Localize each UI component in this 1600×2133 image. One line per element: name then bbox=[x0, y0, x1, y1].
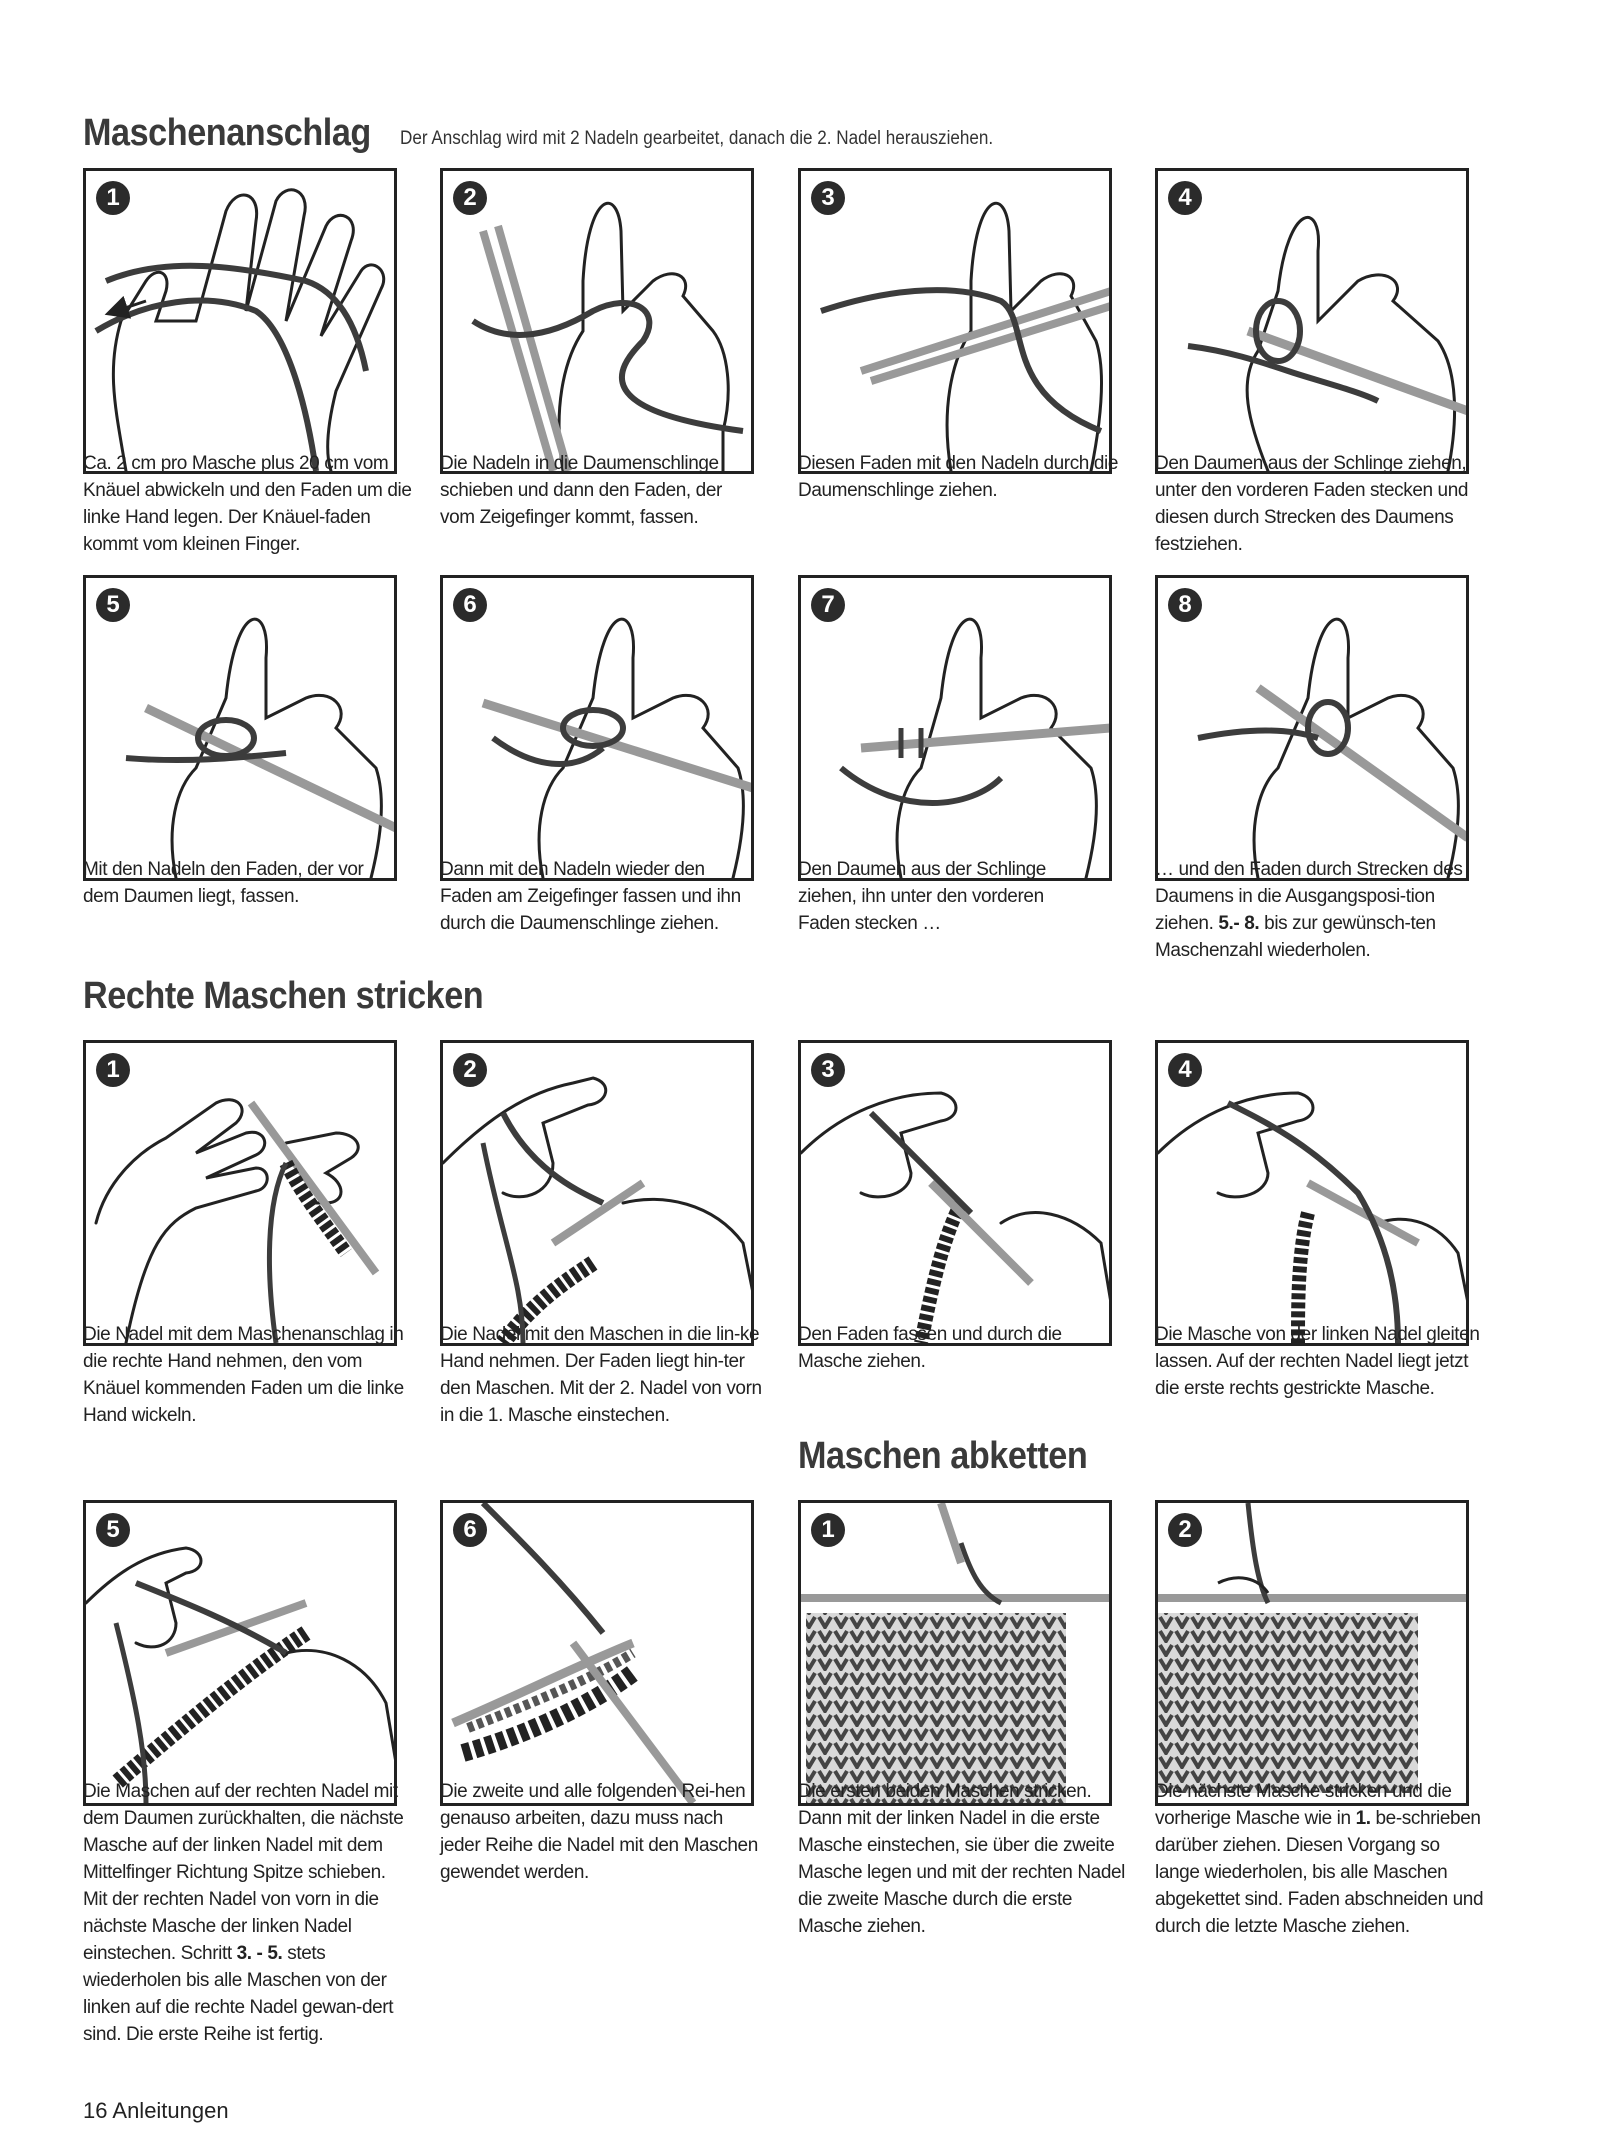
knit-step-4-illustration bbox=[1155, 1040, 1469, 1346]
cast-on-step-6-illustration bbox=[440, 575, 754, 881]
needles-grab-yarn-drawing bbox=[86, 578, 397, 881]
step-number-badge: 6 bbox=[453, 1513, 487, 1547]
cast-on-step-8-caption bbox=[1155, 856, 1485, 964]
step-number-badge: 3 bbox=[811, 181, 845, 215]
cast-on-step-2-caption: Die Nadeln in die Daumenschlinge schieben und dann den Faden, der vom Zeigefinger kommt, fassen. bbox=[440, 453, 722, 528]
cast-on-step-7-illustration bbox=[798, 575, 1112, 881]
needles-through-loop-drawing bbox=[443, 578, 754, 881]
bind-off-repeat-drawing bbox=[1158, 1503, 1469, 1806]
cast-on-intro: Der Anschlag wird mit 2 Nadeln gearbeitet, danach die 2. Nadel herausziehen. bbox=[400, 128, 994, 149]
bind-off-step-2-caption bbox=[1155, 1778, 1485, 1940]
bind-off-title: Maschen abketten bbox=[798, 1435, 1088, 1477]
caption-text: stets wiederholen bis alle Maschen von der linken auf die rechte Nadel gewan-dert sind. Die erste Reihe ist fertig. bbox=[83, 1943, 394, 2045]
bind-off-step-1-caption: Die ersten beiden Maschen stricken. Dann mit der linken Nadel in die erste Masche einstechen, sie über die zweite Masche legen und mit der rechten Nadel die zweite Masche durch die erste Masche ziehen. bbox=[798, 1781, 1125, 1937]
knit-title: Rechte Maschen stricken bbox=[83, 975, 484, 1017]
step-number-badge: 2 bbox=[453, 181, 487, 215]
step-number-badge: 1 bbox=[811, 1513, 845, 1547]
caption-text: Die nächste Masche stricken und die vorherige Masche wie in bbox=[1155, 1781, 1452, 1829]
knit-step-5-caption bbox=[83, 1778, 413, 2048]
cast-on-step-1-caption: Ca. 2 cm pro Masche plus 20 cm vom Knäuel abwickeln und den Faden um die linke Hand legen. Der Knäuel-faden kommt vom kleinen Finger. bbox=[83, 453, 412, 555]
step-number-badge: 1 bbox=[96, 1053, 130, 1087]
cast-on-step-3-illustration bbox=[798, 168, 1112, 474]
cast-on-step-2-illustration bbox=[440, 168, 754, 474]
caption-text: Die Maschen auf der rechten Nadel mit dem Daumen zurückhalten, die nächste Masche auf der linken Nadel mit dem Mittelfinger Richtung Spitze schieben. Mit der rechten Nadel von vorn in die nächste Masche der linken Nadel einstechen. Schritt bbox=[83, 1781, 404, 1964]
step-number-badge: 4 bbox=[1168, 181, 1202, 215]
step-number-badge: 7 bbox=[811, 588, 845, 622]
step-number-badge: 4 bbox=[1168, 1053, 1202, 1087]
step-number-badge: 5 bbox=[96, 1513, 130, 1547]
pull-yarn-through-drawing bbox=[801, 1043, 1112, 1346]
hands-holding-needle-drawing bbox=[86, 1043, 397, 1346]
bind-off-step-2-illustration bbox=[1155, 1500, 1469, 1806]
turn-work-drawing bbox=[443, 1503, 754, 1806]
cast-on-step-1-illustration bbox=[83, 168, 397, 474]
bind-off-fabric-drawing bbox=[801, 1503, 1112, 1806]
cast-on-step-8-illustration bbox=[1155, 575, 1469, 881]
knit-step-6-caption: Die zweite und alle folgenden Rei-hen genauso arbeiten, dazu muss nach jeder Reihe die Nadel mit den Maschen gewendet werden. bbox=[440, 1781, 758, 1883]
cast-on-step-6-caption: Dann mit den Nadeln wieder den Faden am Zeigefinger fassen und ihn durch die Daumenschlinge ziehen. bbox=[440, 859, 741, 934]
knit-step-2-caption: Die Nadel mit den Maschen in die lin-ke Hand nehmen. Der Faden liegt hin-ter den Maschen. Mit der 2. Nadel von vorn in die 1. Masche einstechen. bbox=[440, 1324, 762, 1426]
hand-with-yarn-drawing bbox=[86, 171, 397, 474]
needle-insert-drawing bbox=[443, 1043, 754, 1346]
hand-pulling-yarn-drawing bbox=[801, 171, 1112, 474]
footer-label: Anleitungen bbox=[112, 2098, 229, 2123]
thumb-under-yarn-drawing bbox=[801, 578, 1112, 881]
continue-knitting-drawing bbox=[86, 1503, 397, 1806]
thumb-stretch-drawing bbox=[1158, 578, 1469, 881]
knit-step-3-illustration bbox=[798, 1040, 1112, 1346]
cast-on-step-4-caption: Den Daumen aus der Schlinge ziehen, unter den vorderen Faden stecken und diesen durch Strecken des Daumens festziehen. bbox=[1155, 453, 1469, 555]
slip-stitch-off-drawing bbox=[1158, 1043, 1469, 1346]
page-number: 16 bbox=[83, 2098, 108, 2123]
knit-step-5-illustration bbox=[83, 1500, 397, 1806]
knit-step-6-illustration bbox=[440, 1500, 754, 1806]
cast-on-step-4-illustration bbox=[1155, 168, 1469, 474]
caption-text: … und den Faden durch Strecken des Daumens in die Ausgangsposi-tion ziehen. bbox=[1155, 859, 1463, 934]
hand-with-needles-drawing bbox=[443, 171, 754, 474]
bind-off-step-1-illustration bbox=[798, 1500, 1112, 1806]
step-number-badge: 2 bbox=[1168, 1513, 1202, 1547]
step-number-badge: 3 bbox=[811, 1053, 845, 1087]
caption-text: bis zur gewünsch-ten Maschenzahl wiederholen. bbox=[1155, 913, 1436, 961]
caption-text: be-schrieben darüber ziehen. Diesen Vorgang so lange wiederholen, bis alle Maschen abgekettet sind. Faden abschneiden und durch die letzte Masche ziehen. bbox=[1155, 1808, 1484, 1937]
step-number-badge: 1 bbox=[96, 181, 130, 215]
knit-step-1-illustration bbox=[83, 1040, 397, 1346]
cast-on-step-7-caption: Den Daumen aus der Schlinge ziehen, ihn unter den vorderen Faden stecken … bbox=[798, 859, 1046, 934]
caption-step-ref: 5.- 8. bbox=[1218, 913, 1260, 934]
cast-on-title: Maschenanschlag bbox=[83, 112, 371, 154]
step-number-badge: 2 bbox=[453, 1053, 487, 1087]
knit-step-3-caption: Den Faden fassen und durch die Masche ziehen. bbox=[798, 1324, 1062, 1372]
cast-on-step-5-caption: Mit den Nadeln den Faden, der vor dem Daumen liegt, fassen. bbox=[83, 859, 364, 907]
caption-step-ref: 3. - 5. bbox=[236, 1943, 283, 1964]
caption-step-ref: 1. bbox=[1355, 1808, 1371, 1829]
knit-step-4-caption: Die Masche von der linken Nadel gleiten lassen. Auf der rechten Nadel liegt jetzt die erste rechts gestrickte Masche. bbox=[1155, 1324, 1480, 1399]
page-footer bbox=[83, 2098, 229, 2124]
knit-step-2-illustration bbox=[440, 1040, 754, 1346]
step-number-badge: 8 bbox=[1168, 588, 1202, 622]
cast-on-step-3-caption: Diesen Faden mit den Nadeln durch die Daumenschlinge ziehen. bbox=[798, 453, 1119, 501]
thumb-tightening-drawing bbox=[1158, 171, 1469, 474]
step-number-badge: 5 bbox=[96, 588, 130, 622]
cast-on-step-5-illustration bbox=[83, 575, 397, 881]
knit-step-1-caption: Die Nadel mit dem Maschenanschlag in die rechte Hand nehmen, den vom Knäuel kommenden Faden um die linke Hand wickeln. bbox=[83, 1324, 404, 1426]
step-number-badge: 6 bbox=[453, 588, 487, 622]
